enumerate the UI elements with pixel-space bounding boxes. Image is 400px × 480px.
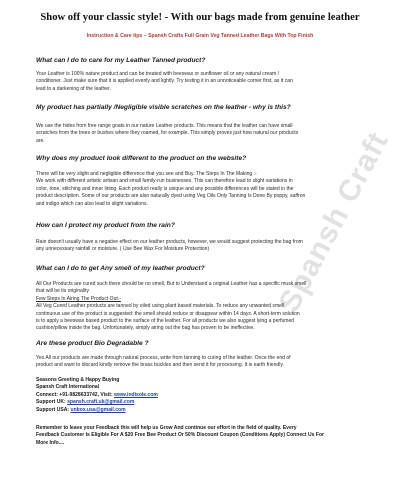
body-line: We work with different artistic artisan and small family-run businesses. This can therefore lead to slight variations in	[36, 178, 293, 185]
closing-line: More Info....	[36, 439, 65, 446]
support-usa-email-link[interactable]: unbox.usa@gmail.com	[70, 406, 126, 413]
body-line: conditioner. Just make sure that it is applied evenly and lightly. Try testing it in an unnoticeable corner first, as it can	[36, 78, 293, 85]
closing-line: Remember to leave your Feedback this will help us Grow And continue our effort in the field of quality. Every	[36, 425, 297, 431]
watermark: Spansh Craft	[272, 126, 396, 318]
section-heading-rain: How can I protect my product from the rain?	[36, 222, 175, 229]
section-heading-differences: Why does my product look different to the product on the website?	[36, 155, 247, 162]
body-line: cushion/pillow inside the bag. Unfortunately, simply airing out the bag has proven to be ineffective.	[36, 325, 255, 332]
footer-contact	[36, 377, 158, 414]
body-line: are.	[36, 137, 45, 144]
section-body-biodegradable	[36, 355, 372, 370]
footer-greeting: Seasons Greeting & Happy Buying	[36, 377, 120, 383]
section-body-care	[36, 71, 372, 93]
body-line: is to apply a beeswax based product to the surface of the leather. For all products we also suggest lying a perfumed	[36, 318, 295, 325]
section-heading-biodegradable: Are these product Bio Degradable ?	[36, 340, 149, 347]
body-line: Your Leather is 100% nature product and can be treated with beeswax or sunflower oil or any natural cream /	[36, 71, 280, 77]
body-line: There will be very slight and negligible difference that you see and Buy. The Steps In The Making :-	[36, 171, 257, 177]
body-subheading: Few Steps In Airing The Product Out:-	[36, 295, 121, 302]
support-usa-label: Support USA:	[36, 406, 71, 413]
website-link[interactable]: www.indisole.com	[114, 391, 158, 398]
body-line: that will be its originality	[36, 288, 90, 295]
footer-company: Spansh Craft International	[36, 384, 100, 391]
section-heading-care: What can I do to care for my Leather Tanned product?	[36, 57, 206, 64]
body-line: scratches from the trees or bushes where they roamed, for example. This simply proves just how natural our products	[36, 130, 299, 137]
body-line: product and want to discard kindly remove the brass buckles and then send it for processing. It is earth friendly.	[36, 362, 284, 369]
section-body-differences	[36, 171, 372, 208]
page-subtitle: Instruction & Care tips – Spansh Crafts Full Grain Veg Tanned Leather Bags With Top Finish	[86, 33, 314, 39]
connect-label: Connect: +91-9828633742, Visit:	[36, 391, 115, 398]
body-line: color, tone, stitching and inner lining. Each product really is unique and any possible differences will be stated in the	[36, 185, 294, 192]
section-body-rain	[36, 239, 372, 254]
support-uk-email-link[interactable]: spansh.craft.uk@gmail.com	[67, 399, 135, 406]
body-line: Rain doesn't usually have a negative effect on our leather products, however, we would suggest protecting the bag from	[36, 239, 303, 245]
support-uk-label: Support UK:	[36, 399, 68, 406]
body-line: and indigo which can also lead to slight variations.	[36, 200, 148, 207]
body-line: We use the hides from free range goats in our nature Leather products. This means that the leather can have small	[36, 123, 293, 129]
footer-connect	[36, 392, 158, 399]
body-line: any unnecessary rainfall or moisture. ( Use Bee Wax For Moisture Protection)	[36, 246, 210, 253]
body-line: All Veg Cured Leather products are tanned by oiled using plant based materials. To reduce any unwanted smell,	[36, 303, 286, 310]
page-title: Show off your classic style! - With our bags made from genuine leather	[40, 12, 360, 23]
section-heading-smell: What can I do to get Any smell of my leather product?	[36, 265, 205, 272]
body-line: continuous use of the product is suggested: the smell should reduce or disappear within 14 days. A short-term solution	[36, 310, 300, 317]
body-line: Yes All our products are made through natural process, write from tanning to curing of the leather. Once the end of	[36, 355, 291, 361]
body-line: lead to a darkening of the leather.	[36, 85, 111, 92]
footer-closing	[36, 425, 324, 447]
section-body-smell	[36, 281, 372, 333]
section-heading-scratches: My product has partially /Negligible visible scratches on the leather - why is this?	[36, 104, 291, 111]
closing-line: Feedback Customer Is Eligible For A $20 Free Bee Product Or 50% Discount Coupon (Conditions Apply) Connect Us For	[36, 432, 324, 439]
section-body-scratches	[36, 123, 372, 145]
footer-support-usa	[36, 407, 158, 414]
body-line: All Our Products are cured such there should be no smell, But to Understand a original Leather has a specific musk smell	[36, 281, 307, 287]
footer-support-uk	[36, 399, 158, 406]
body-line: product description. Some of our products are also naturally dyed using Veg Oils Only Tanning Is Done By poppy, saffron	[36, 193, 306, 200]
